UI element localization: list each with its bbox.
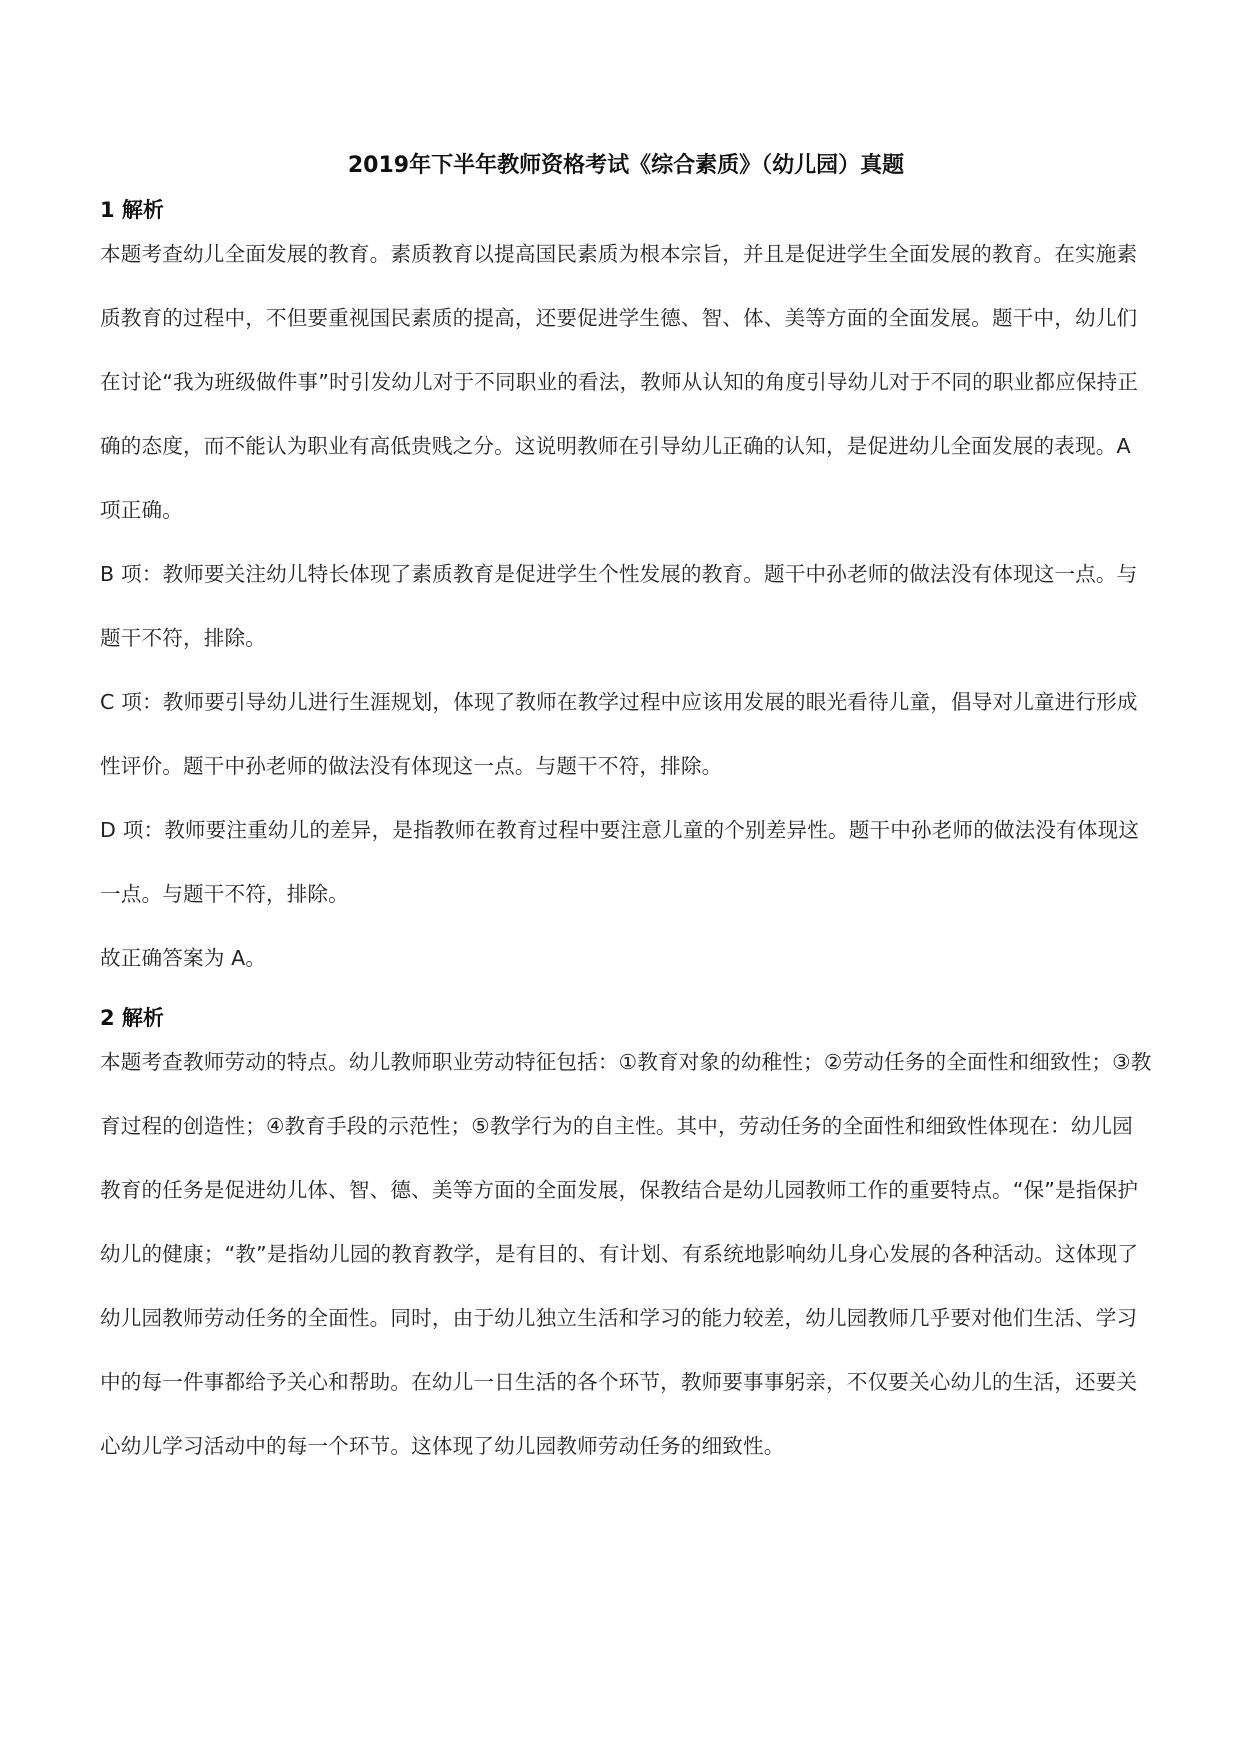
document-page <box>100 150 1152 1478</box>
section-1 <box>100 194 1152 990</box>
paragraph: 本题考查教师劳动的特点。幼儿教师职业劳动特征包括：①教育对象的幼稚性；②劳动任务的全面性和细致性；③教育过程的创造性；④教育手段的示范性；⑤教学行为的自主性。其中，劳动任务的全面性和细致性体现在：幼儿园教育的任务是促进幼儿体、智、德、美等方面的全面发展，保教结合是幼儿园教师工作的重要特点。“保”是指保护幼儿的健康；“教”是指幼儿园的教育教学，是有目的、有计划、有系统地影响幼儿身心发展的各种活动。这体现了幼儿园教师劳动任务的全面性。同时，由于幼儿独立生活和学习的能力较差，幼儿园教师几乎要对他们生活、学习中的每一件事都给予关心和帮助。在幼儿一日生活的各个环节，教师要事事躬亲，不仅要关心幼儿的生活，还要关心幼儿学习活动中的每一个环节。这体现了幼儿园教师劳动任务的细致性。 <box>100 1050 1152 1458</box>
section-heading: 1 解析 <box>100 198 164 222</box>
paragraph: 故正确答案为 A。 <box>100 946 267 970</box>
paragraph: B 项：教师要关注幼儿特长体现了素质教育是促进学生个性发展的教育。题干中孙老师的做法没有体现这一点。与题干不符，排除。 <box>100 562 1138 650</box>
paragraph: D 项：教师要注重幼儿的差异，是指教师在教育过程中要注意儿童的个别差异性。题干中孙老师的做法没有体现这一点。与题干不符，排除。 <box>100 818 1140 906</box>
document-title: 2019年下半年教师资格考试《综合素质》（幼儿园）真题 <box>347 153 905 178</box>
paragraph: C 项：教师要引导幼儿进行生涯规划，体现了教师在教学过程中应该用发展的眼光看待儿童，倡导对儿童进行形成性评价。题干中孙老师的做法没有体现这一点。与题干不符，排除。 <box>100 690 1138 778</box>
paragraph: 本题考查幼儿全面发展的教育。素质教育以提高国民素质为根本宗旨，并且是促进学生全面发展的教育。在实施素质教育的过程中，不但要重视国民素质的提高，还要促进学生德、智、体、美等方面的全面发展。题干中，幼儿们在讨论“我为班级做件事”时引发幼儿对于不同职业的看法，教师从认知的角度引导幼儿对于不同的职业都应保持正确的态度，而不能认为职业有高低贵贱之分。这说明教师在引导幼儿正确的认知，是促进幼儿全面发展的表现。A 项正确。 <box>100 242 1139 522</box>
section-heading: 2 解析 <box>100 1006 164 1030</box>
section-2 <box>100 1002 1152 1478</box>
